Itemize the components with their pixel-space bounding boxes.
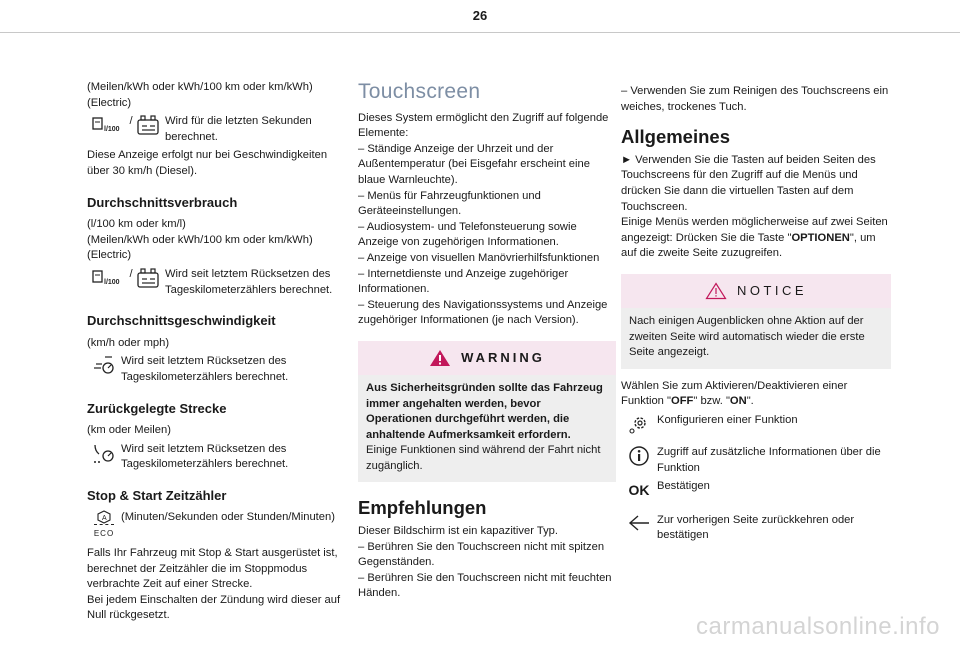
instant-consumption-text: Wird für die letzten Sekunden berechnet. bbox=[165, 115, 312, 143]
header-divider bbox=[0, 32, 960, 33]
notice-title: NOTICE bbox=[736, 283, 808, 299]
text-span: Einige Menüs werden möglicherweise auf zwei Seiten angezeigt: Drücken Sie die Taste " bbox=[621, 216, 888, 244]
heading-avg-consumption: Durchschnittsverbrauch bbox=[87, 194, 238, 210]
cleaning-note: – Verwenden Sie zum Reinigen des Touchscreens ein weiches, trockenes Tuch. bbox=[621, 85, 889, 113]
warning-header bbox=[358, 341, 616, 375]
ok-icon: OK bbox=[628, 482, 650, 499]
stop-start-units: (Minuten/Sekunden oder Stunden/Minuten) bbox=[121, 511, 335, 524]
touchscreen-intro: Dieses System ermöglicht den Zugriff auf folgende Elemente: bbox=[358, 111, 609, 140]
icon-row-avg-speed bbox=[87, 354, 349, 385]
options-key: OPTIONEN bbox=[791, 231, 850, 244]
section-title-touchscreen: Touchscreen bbox=[358, 80, 481, 103]
units-line: (km oder Meilen) bbox=[87, 424, 171, 437]
page-number: 26 bbox=[472, 8, 488, 23]
configure-text: Konfigurieren einer Funktion bbox=[657, 413, 798, 426]
toggle-para bbox=[621, 379, 891, 410]
list-item: – Menüs für Fahrzeugfunktionen und Geräteeinstellungen. bbox=[358, 189, 541, 218]
diesel-note: Diese Anzeige erfolgt nur bei Geschwindigkeiten über 30 km/h (Diesel). bbox=[87, 149, 328, 177]
warning-text: Einige Funktionen sind während der Fahrt nicht zugänglich. bbox=[366, 444, 601, 472]
notice-header bbox=[621, 274, 891, 308]
off-key: OFF bbox=[671, 395, 694, 408]
notice-text: Nach einigen Augenblicken ohne Aktion auf der zweiten Seite wird automatisch wieder die erste Seite angezeigt. bbox=[629, 314, 865, 359]
icon-row-avg-consumption bbox=[87, 267, 349, 298]
units-line: (l/100 km oder km/l) bbox=[87, 218, 186, 231]
list-item: – Audiosystem- und Telefonsteuerung sowie Anzeige von zugehörigen Informationen. bbox=[358, 220, 577, 249]
configure-gear-icon bbox=[628, 413, 650, 435]
avg-consumption-icon bbox=[92, 267, 126, 287]
avg-consumption-battery-icon bbox=[136, 267, 160, 289]
confirm-text: Bestätigen bbox=[657, 480, 710, 493]
list-item: – Berühren Sie den Touchscreen nicht mit feuchten Händen. bbox=[358, 571, 612, 600]
list-item: – Steuerung des Navigationssystems und Anzeige zugehöriger Informationen (je nach Version). bbox=[358, 298, 608, 327]
column-general bbox=[621, 84, 891, 547]
units-line: (Meilen/kWh oder kWh/100 km oder km/kWh) bbox=[87, 233, 313, 246]
recommendations-intro: Dieser Bildschirm ist ein kapazitiver Typ. bbox=[358, 525, 558, 538]
warning-bold-text: Aus Sicherheitsgründen sollte das Fahrzeug immer angehalten werden, bevor Operationen durchgeführt werden, die anhaltende Aufmerksamkeit erfordern. bbox=[366, 381, 603, 441]
text-span: Wählen Sie zum Aktivieren/Deaktivieren einer Funktion " bbox=[621, 379, 848, 408]
list-item: – Ständige Anzeige der Uhrzeit und der Außentemperatur (bei Eisgefahr erscheint eine blaue Warnleuchte). bbox=[358, 142, 590, 186]
icon-row-ok bbox=[621, 479, 891, 499]
svg-text:l/100: l/100 bbox=[104, 126, 121, 134]
watermark: carmanualsonline.info bbox=[696, 613, 940, 640]
info-icon bbox=[628, 445, 650, 467]
warning-box bbox=[358, 341, 616, 483]
units-line: (km/h oder mph) bbox=[87, 336, 170, 349]
list-item: – Internetdienste und Anzeige zugehöriger Informationen. bbox=[358, 267, 569, 296]
icon-row-distance bbox=[87, 442, 349, 473]
heading-distance: Zurückgelegte Strecke bbox=[87, 400, 227, 416]
icon-row-stop-start bbox=[87, 510, 349, 542]
list-item: – Anzeige von visuellen Manövrierhilfsfunktionen bbox=[358, 251, 600, 264]
avg-speed-icon bbox=[91, 354, 117, 376]
text-span: ", um auf die zweite Seite zuzugreifen. bbox=[621, 231, 876, 260]
warning-triangle-icon bbox=[429, 349, 451, 367]
units-line: (Electric) bbox=[87, 249, 132, 262]
general-para-options bbox=[621, 215, 891, 262]
icon-row-info bbox=[621, 445, 891, 476]
icon-row-instant bbox=[87, 114, 349, 145]
svg-text:A: A bbox=[102, 515, 107, 523]
notice-box bbox=[621, 274, 891, 369]
notice-triangle-icon bbox=[705, 282, 727, 300]
back-text: Zur vorherigen Seite zurückkehren oder bestätigen bbox=[657, 513, 855, 542]
icon-row-back bbox=[621, 513, 891, 544]
stop-start-icon bbox=[91, 510, 117, 524]
slash-separator: / bbox=[129, 115, 133, 128]
column-trip-data bbox=[87, 80, 349, 624]
icon-row-configure bbox=[621, 413, 891, 435]
text-span: ". bbox=[746, 395, 754, 408]
column-touchscreen bbox=[358, 80, 616, 602]
heading-recommendations: Empfehlungen bbox=[358, 497, 487, 519]
slash-separator: / bbox=[129, 267, 133, 280]
units-line: (Meilen/kWh oder kWh/100 km oder km/kWh) bbox=[87, 81, 313, 93]
general-para: ► Verwenden Sie die Tasten auf beiden Seiten des Touchscreens für den Zugriff auf die Menüs und drücken Sie dann die virtuellen Tasten auf dem Touchscreen. bbox=[621, 153, 876, 213]
distance-icon bbox=[91, 442, 117, 466]
heading-stop-start: Stop & Start Zeitzähler bbox=[87, 487, 227, 503]
stop-start-para: Bei jedem Einschalten der Zündung wird dieser auf Null rückgesetzt. bbox=[87, 593, 341, 622]
instant-consumption-battery-icon bbox=[136, 114, 160, 136]
stop-start-para: Falls Ihr Fahrzeug mit Stop & Start ausgerüstet ist, berechnet der Zeitzähler die im Stoppmodus verbrachte Zeit auf einer Strecke. bbox=[87, 547, 338, 591]
warning-title: WARNING bbox=[461, 350, 545, 366]
info-text: Zugriff auf zusätzliche Informationen über die Funktion bbox=[657, 445, 881, 474]
units-line: (Electric) bbox=[87, 96, 132, 109]
eco-label: ECO bbox=[94, 524, 114, 542]
heading-general: Allgemeines bbox=[621, 126, 730, 148]
avg-consumption-text: Wird seit letztem Rücksetzen des Tageskilometerzählers berechnet. bbox=[165, 267, 333, 296]
on-key: ON bbox=[729, 395, 747, 408]
distance-text: Wird seit letztem Rücksetzen des Tageskilometerzählers berechnet. bbox=[121, 442, 289, 471]
heading-avg-speed: Durchschnittsgeschwindigkeit bbox=[87, 313, 276, 329]
list-item: – Berühren Sie den Touchscreen nicht mit spitzen Gegenständen. bbox=[358, 540, 605, 569]
text-span: " bzw. " bbox=[693, 395, 730, 408]
back-arrow-icon bbox=[627, 513, 651, 533]
instant-consumption-icon bbox=[92, 114, 126, 134]
svg-text:l/100: l/100 bbox=[104, 278, 121, 286]
avg-speed-text: Wird seit letztem Rücksetzen des Tageskilometerzählers berechnet. bbox=[121, 355, 289, 383]
